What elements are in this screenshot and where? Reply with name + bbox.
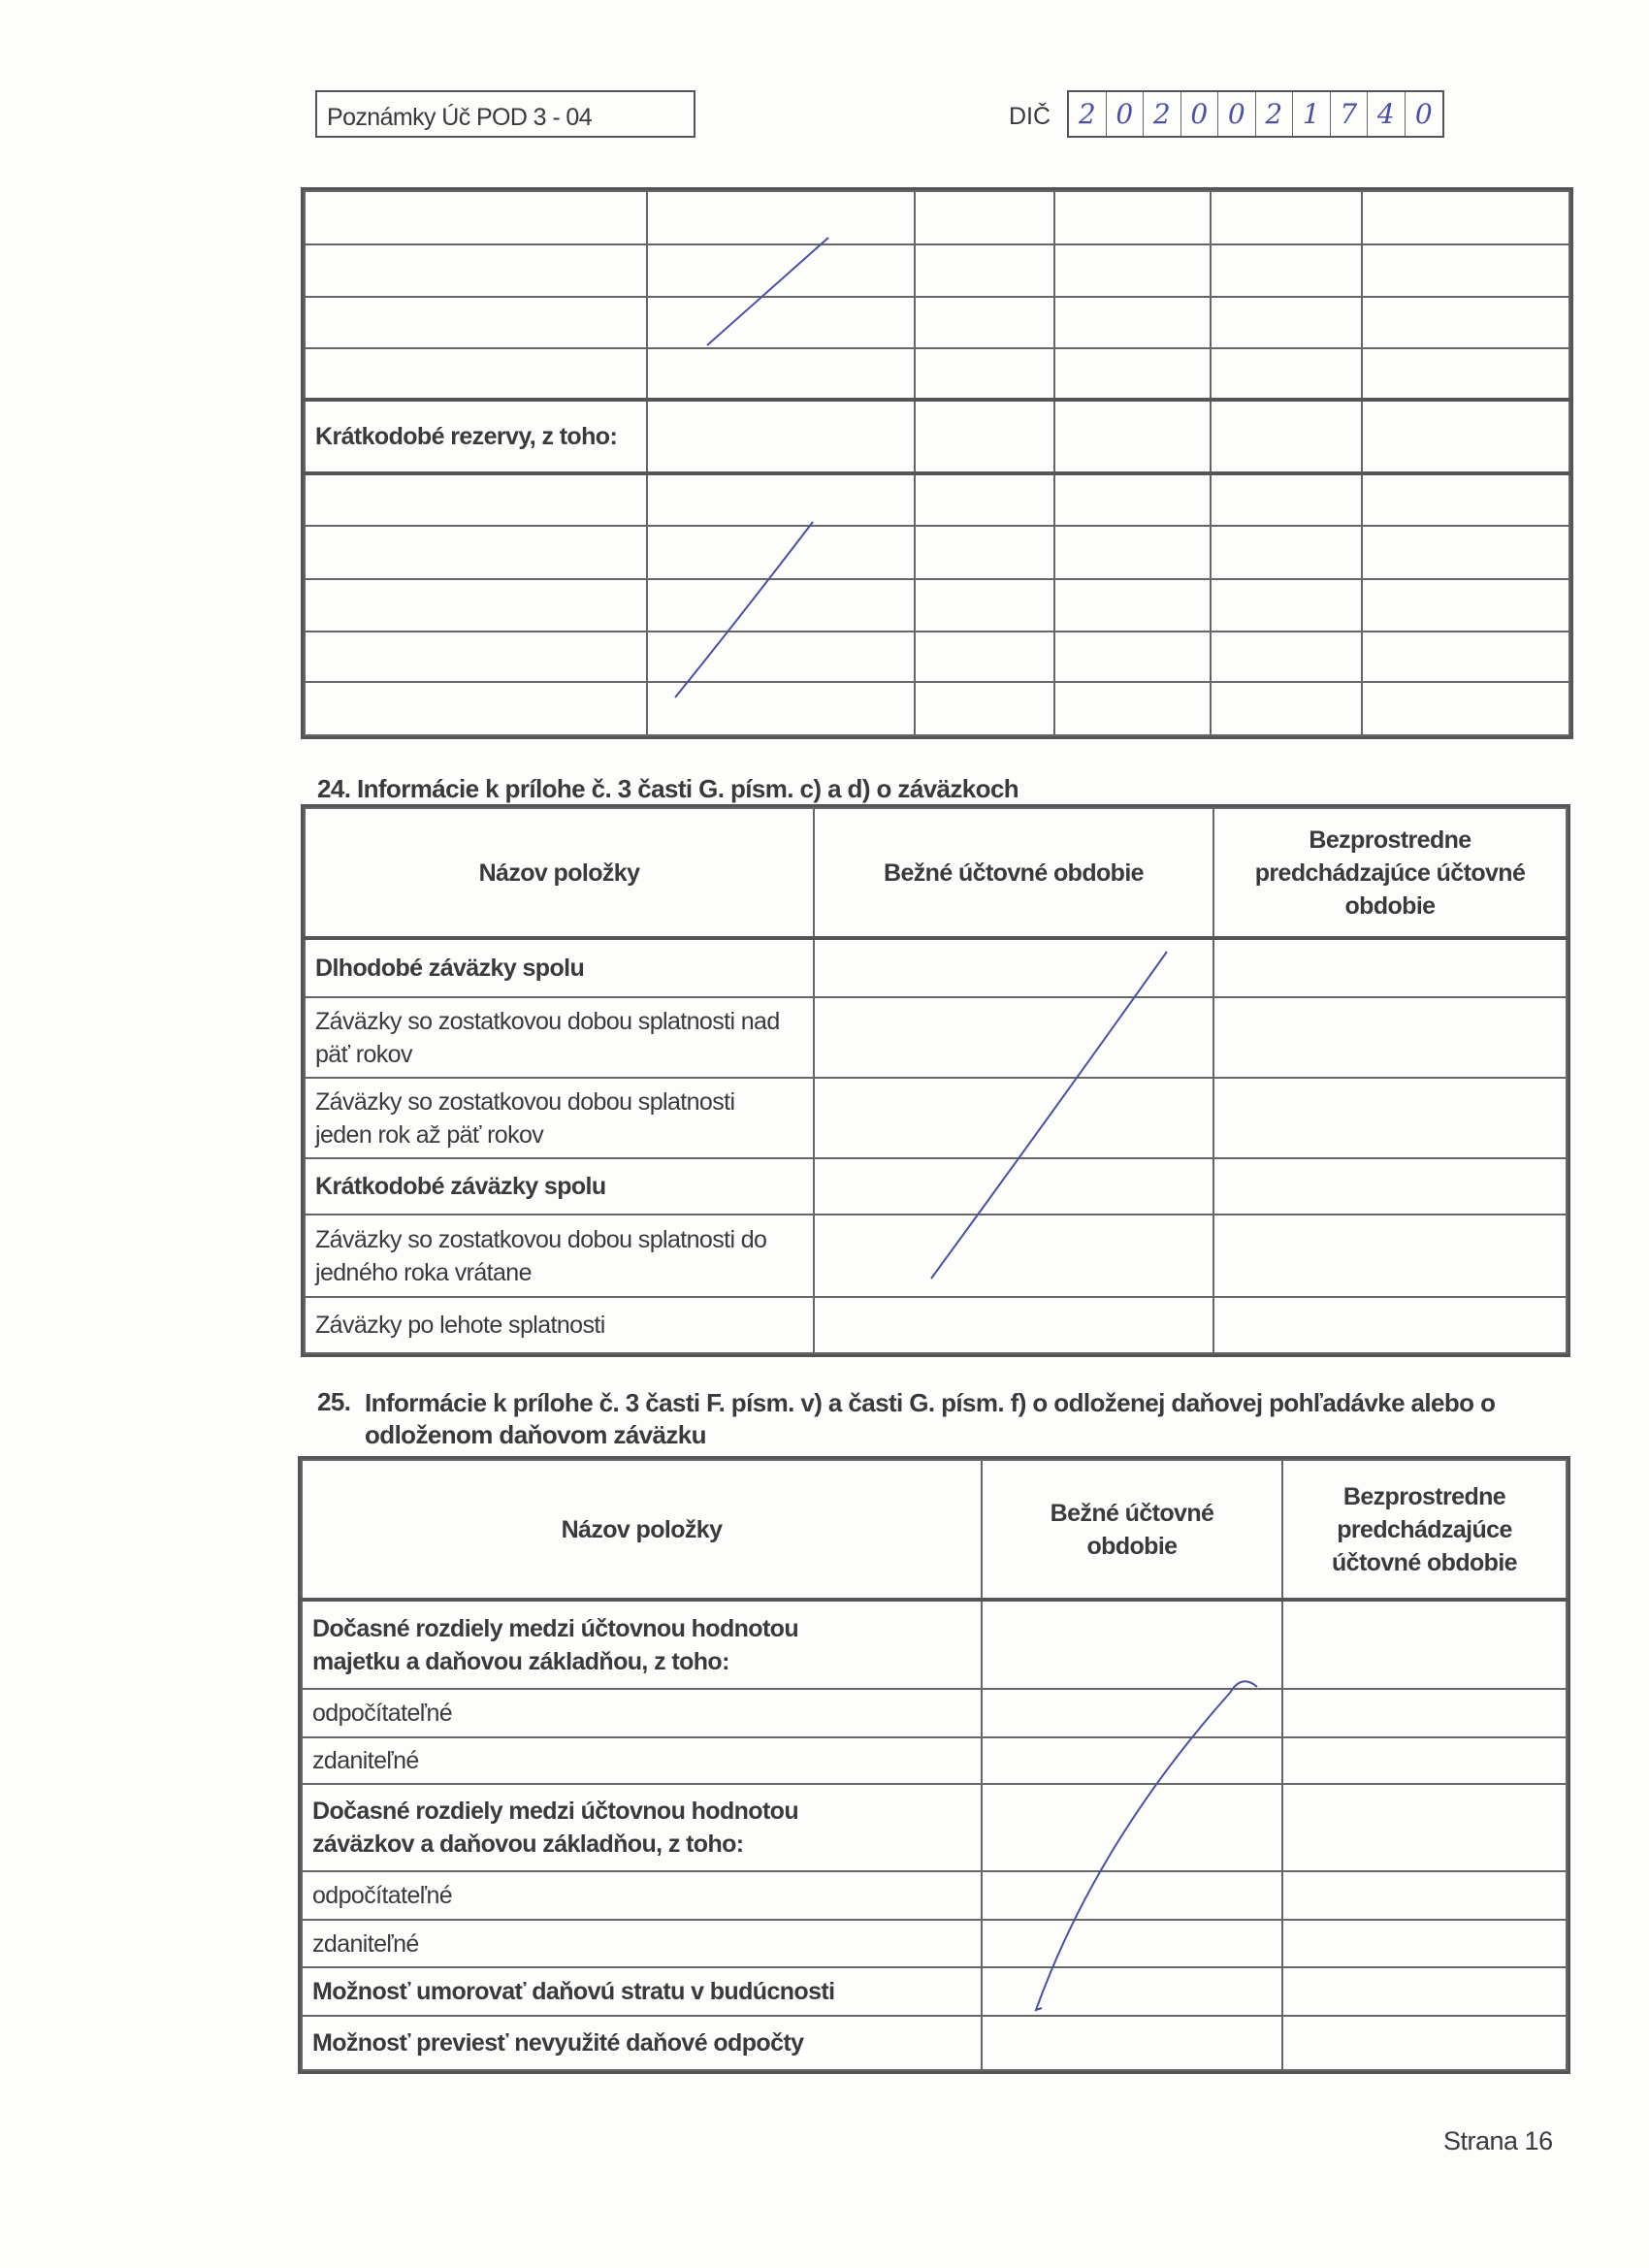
table-row: [305, 1215, 1567, 1297]
row-label: [305, 473, 647, 526]
row-label: Záväzky po lehote splatnosti: [305, 1297, 814, 1353]
col-header-name: Názov položky: [302, 1460, 982, 1600]
table-row: [305, 297, 1569, 348]
value-cell[interactable]: [647, 579, 915, 632]
table-row: [305, 579, 1569, 632]
current-period-cell[interactable]: [982, 1920, 1282, 1967]
value-cell[interactable]: [1211, 579, 1362, 632]
table-row: [302, 1920, 1567, 1967]
value-cell[interactable]: [647, 682, 915, 735]
current-period-cell[interactable]: [814, 1158, 1213, 1215]
value-cell[interactable]: [1211, 191, 1362, 244]
value-cell[interactable]: [1054, 400, 1211, 473]
col-header-previous: Bezprostredne predchádzajúce účtovné obdobie: [1213, 808, 1567, 938]
current-period-cell[interactable]: [982, 1967, 1282, 2016]
previous-period-cell[interactable]: [1213, 938, 1567, 997]
current-period-cell[interactable]: [982, 1600, 1282, 1689]
value-cell[interactable]: [1362, 682, 1569, 735]
previous-period-cell[interactable]: [1282, 1920, 1567, 1967]
current-period-cell[interactable]: [814, 1078, 1213, 1158]
previous-period-cell[interactable]: [1282, 1737, 1567, 1784]
row-label: [305, 297, 647, 348]
value-cell[interactable]: [1054, 191, 1211, 244]
value-cell[interactable]: [1054, 526, 1211, 579]
dic-field[interactable]: [1067, 90, 1444, 138]
table-row: [302, 1689, 1567, 1737]
table-row: [302, 1784, 1567, 1871]
dic-digit-box[interactable]: 4: [1368, 92, 1406, 136]
value-cell[interactable]: [1362, 297, 1569, 348]
reserves-table: [304, 190, 1570, 736]
value-cell[interactable]: [1362, 473, 1569, 526]
value-cell[interactable]: [915, 526, 1054, 579]
row-label: odpočítateľné: [302, 1689, 982, 1737]
table-row: [305, 348, 1569, 400]
current-period-cell[interactable]: [814, 997, 1213, 1078]
row-label: Krátkodobé záväzky spolu: [305, 1158, 814, 1215]
row-label: [305, 244, 647, 297]
current-period-cell[interactable]: [814, 938, 1213, 997]
value-cell[interactable]: [1054, 348, 1211, 400]
page-number: Strana 16: [1443, 2126, 1553, 2155]
row-label: Dočasné rozdiely medzi účtovnou hodnotou záväzkov a daňovou základňou, z toho:: [302, 1784, 982, 1871]
section-25-heading: [317, 1387, 1568, 1451]
value-cell[interactable]: [647, 400, 915, 473]
value-cell[interactable]: [1362, 244, 1569, 297]
col-header-current: Bežné účtovné obdobie: [814, 808, 1213, 938]
col-header-current: Bežné účtovné obdobie: [982, 1460, 1282, 1600]
value-cell[interactable]: [1362, 579, 1569, 632]
section-24-number: 24.: [317, 774, 351, 803]
row-label: Možnosť umorovať daňovú stratu v budúcnosti: [302, 1967, 982, 2016]
value-cell[interactable]: [1054, 473, 1211, 526]
value-cell[interactable]: [647, 473, 915, 526]
section-25-title: Informácie k prílohe č. 3 časti F. písm. v) a časti G. písm. f) o odloženej daňovej pohľadávke alebo o odloženom daňovom záväzku: [365, 1388, 1496, 1449]
value-cell[interactable]: [915, 473, 1054, 526]
dic-digit-box[interactable]: 2: [1069, 92, 1107, 136]
section-24-title: Informácie k prílohe č. 3 časti G. písm. c) a d) o záväzkoch: [356, 774, 1019, 803]
table-row: [305, 191, 1569, 244]
dic-digit-box[interactable]: 7: [1331, 92, 1369, 136]
value-cell[interactable]: [1211, 348, 1362, 400]
value-cell[interactable]: [915, 244, 1054, 297]
table-row: [305, 1078, 1567, 1158]
form-label-box: [315, 90, 695, 138]
dic-digit-box[interactable]: 1: [1293, 92, 1331, 136]
value-cell[interactable]: [915, 191, 1054, 244]
row-label: Krátkodobé rezervy, z toho:: [305, 400, 647, 473]
value-cell[interactable]: [647, 244, 915, 297]
value-cell[interactable]: [647, 297, 915, 348]
liabilities-table: [304, 807, 1568, 1354]
table-row: [302, 1967, 1567, 2016]
value-cell[interactable]: [1054, 579, 1211, 632]
previous-period-cell[interactable]: [1282, 1600, 1567, 1689]
value-cell[interactable]: [1054, 682, 1211, 735]
value-cell[interactable]: [647, 526, 915, 579]
table-row: [305, 526, 1569, 579]
dic-digit-box[interactable]: 0: [1107, 92, 1145, 136]
previous-period-cell[interactable]: [1213, 997, 1567, 1078]
dic-digit-box[interactable]: 0: [1181, 92, 1219, 136]
row-label: zdaniteľné: [302, 1737, 982, 1784]
col-header-previous: Bezprostredne predchádzajúce účtovné obdobie: [1282, 1460, 1567, 1600]
value-cell[interactable]: [1211, 400, 1362, 473]
previous-period-cell[interactable]: [1282, 1871, 1567, 1920]
previous-period-cell[interactable]: [1213, 1158, 1567, 1215]
table-row: [302, 2016, 1567, 2070]
value-cell[interactable]: [1211, 632, 1362, 682]
previous-period-cell[interactable]: [1282, 1689, 1567, 1737]
row-label: Možnosť previesť nevyužité daňové odpočty: [302, 2016, 982, 2070]
current-period-cell[interactable]: [814, 1215, 1213, 1297]
value-cell[interactable]: [915, 682, 1054, 735]
value-cell[interactable]: [1054, 632, 1211, 682]
table-row: [305, 400, 1569, 473]
table-row: [302, 1871, 1567, 1920]
value-cell[interactable]: [1362, 632, 1569, 682]
value-cell[interactable]: [1211, 473, 1362, 526]
section-24-heading: [317, 774, 1018, 804]
table-row: [302, 1737, 1567, 1784]
dic-digit-box[interactable]: 0: [1414, 98, 1433, 130]
row-label: odpočítateľné: [302, 1871, 982, 1920]
table-row: [305, 632, 1569, 682]
row-label: Záväzky so zostatkovou dobou splatnosti jeden rok až päť rokov: [305, 1078, 814, 1158]
current-period-cell[interactable]: [982, 1871, 1282, 1920]
value-cell[interactable]: [647, 348, 915, 400]
previous-period-cell[interactable]: [1213, 1215, 1567, 1297]
row-label: [305, 348, 647, 400]
deferred-tax-table: [301, 1459, 1568, 2071]
value-cell[interactable]: [1362, 400, 1569, 473]
value-cell[interactable]: [915, 579, 1054, 632]
current-period-cell[interactable]: [982, 1737, 1282, 1784]
col-header-name: Názov položky: [305, 808, 814, 938]
value-cell[interactable]: [915, 348, 1054, 400]
row-label: Záväzky so zostatkovou dobou splatnosti do jedného roka vrátane: [305, 1215, 814, 1297]
dic-label: DIČ: [1009, 103, 1051, 130]
value-cell[interactable]: [1362, 526, 1569, 579]
row-label: [305, 632, 647, 682]
row-label: Dlhodobé záväzky spolu: [305, 938, 814, 997]
row-label: [305, 526, 647, 579]
table-row: [305, 1297, 1567, 1353]
table-row: [305, 682, 1569, 735]
row-label: zdaniteľné: [302, 1920, 982, 1967]
value-cell[interactable]: [1211, 297, 1362, 348]
row-label: Záväzky so zostatkovou dobou splatnosti nad päť rokov: [305, 997, 814, 1078]
value-cell[interactable]: [1362, 191, 1569, 244]
value-cell[interactable]: [915, 632, 1054, 682]
current-period-cell[interactable]: [982, 1689, 1282, 1737]
current-period-cell[interactable]: [982, 1784, 1282, 1871]
row-label: [305, 191, 647, 244]
row-label: [305, 682, 647, 735]
value-cell[interactable]: [915, 400, 1054, 473]
dic-digit-box[interactable]: 0: [1218, 92, 1256, 136]
table-row: [302, 1600, 1567, 1689]
current-period-cell[interactable]: [814, 1297, 1213, 1353]
row-label: Dočasné rozdiely medzi účtovnou hodnotou majetku a daňovou základňou, z toho:: [302, 1600, 982, 1689]
value-cell[interactable]: [647, 632, 915, 682]
previous-period-cell[interactable]: [1282, 1967, 1567, 2016]
current-period-cell[interactable]: [982, 2016, 1282, 2070]
value-cell[interactable]: [1054, 244, 1211, 297]
previous-period-cell[interactable]: [1282, 2016, 1567, 2070]
section-25-number: 25.: [317, 1387, 351, 1416]
table-row: [305, 473, 1569, 526]
previous-period-cell[interactable]: [1213, 1078, 1567, 1158]
table-row: [305, 1158, 1567, 1215]
previous-period-cell[interactable]: [1282, 1784, 1567, 1871]
value-cell[interactable]: [1362, 348, 1569, 400]
value-cell[interactable]: [1211, 244, 1362, 297]
table-row: [305, 244, 1569, 297]
value-cell[interactable]: [1054, 297, 1211, 348]
value-cell[interactable]: [647, 191, 915, 244]
dic-digit-box[interactable]: 2: [1256, 92, 1294, 136]
previous-period-cell[interactable]: [1213, 1297, 1567, 1353]
value-cell[interactable]: [1211, 526, 1362, 579]
row-label: [305, 579, 647, 632]
dic-digit-box[interactable]: 2: [1144, 92, 1181, 136]
value-cell[interactable]: [1211, 682, 1362, 735]
form-label: Poznámky Úč POD 3 - 04: [327, 104, 593, 131]
value-cell[interactable]: [915, 297, 1054, 348]
table-row: [305, 997, 1567, 1078]
table-row: [305, 938, 1567, 997]
